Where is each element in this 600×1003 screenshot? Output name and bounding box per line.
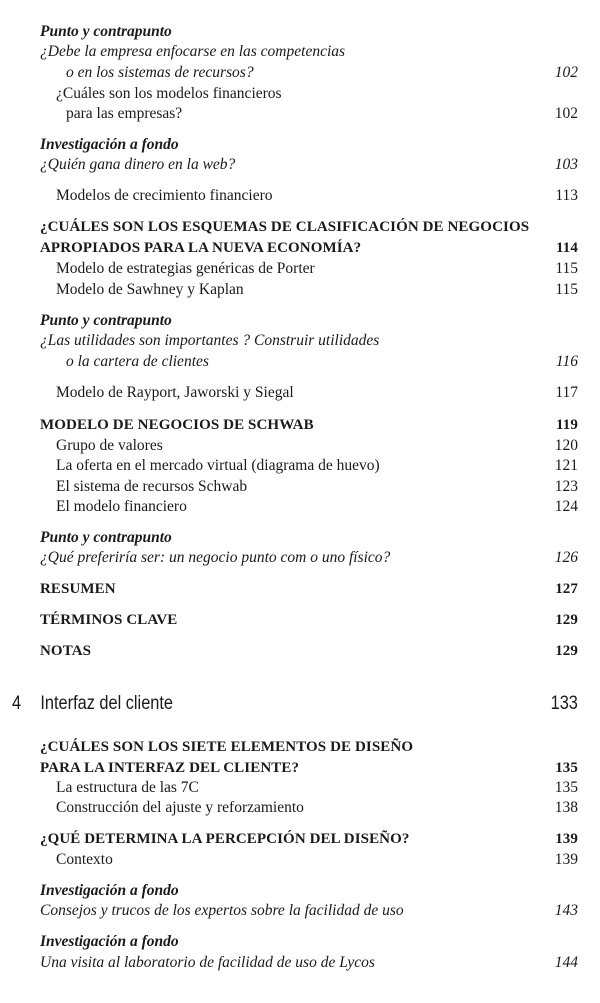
toc-entry-text: ¿Quién gana dinero en la web?: [40, 156, 236, 173]
toc-page-number: 144: [554, 954, 578, 971]
toc-entry-text: o en los sistemas de recursos?: [66, 64, 254, 81]
toc-entry-text: Modelo de estrategias genéricas de Porter: [56, 260, 315, 277]
chapter-number: 4: [12, 693, 22, 714]
toc-page-number: 102: [554, 105, 578, 122]
toc-page-number: 115: [555, 260, 578, 277]
toc-entry-text: ¿Cuáles son los modelos financieros: [56, 85, 282, 102]
feature-label-text: Punto y contrapunto: [40, 312, 172, 329]
toc-page-number: 113: [555, 187, 578, 204]
feature-label: [40, 311, 578, 331]
toc-entry-text: Construcción del ajuste y reforzamiento: [56, 799, 304, 816]
toc-entry: [56, 280, 578, 300]
toc-page-number: 102: [554, 64, 578, 81]
feature-label: [40, 881, 578, 901]
toc-entry: [56, 798, 578, 818]
feature-label-text: Investigación a fondo: [40, 136, 179, 153]
toc-page-number: 135: [555, 760, 578, 776]
toc-page-number: 121: [554, 457, 578, 474]
toc-entry-text: ¿Qué preferiría ser: un negocio punto com o uno físico?: [40, 549, 391, 566]
toc-entry-text: ¿Las utilidades son importantes ? Construir utilidades: [40, 332, 380, 349]
toc-entry: [56, 383, 578, 403]
toc-entry: [66, 104, 578, 124]
toc-page-number: 114: [556, 240, 578, 256]
section-heading: [40, 217, 578, 237]
section-heading: [40, 415, 578, 435]
feature-label: [40, 22, 578, 42]
toc-entry-text: ¿Debe la empresa enfocarse en las competencias: [40, 43, 346, 60]
toc-entry-text: La estructura de las 7C: [56, 779, 199, 796]
toc-entry: [56, 497, 578, 517]
toc-entry-text: Modelo de Sawhney y Kaplan: [56, 281, 244, 298]
toc-entry: [40, 901, 578, 921]
toc-page-number: 139: [554, 851, 578, 868]
toc-entry: [56, 259, 578, 279]
toc-page-number: 143: [554, 902, 578, 919]
toc-page-number: 135: [554, 779, 578, 796]
feature-label: [40, 528, 578, 548]
section-heading-text: ¿CUÁLES SON LOS ESQUEMAS DE CLASIFICACIÓN DE NEGOCIOS: [40, 219, 530, 235]
toc-page-number: 129: [555, 612, 578, 628]
toc-entry-text: para las empresas?: [66, 105, 183, 122]
section-heading-text: MODELO DE NEGOCIOS DE SCHWAB: [40, 417, 314, 433]
toc-page-number: 103: [554, 156, 578, 173]
feature-label: [40, 932, 578, 952]
toc-entry: [56, 186, 578, 206]
toc-entry-text: El modelo financiero: [56, 498, 187, 515]
feature-label-text: Punto y contrapunto: [40, 23, 172, 40]
toc-entry: [66, 63, 578, 83]
toc-page-number: 138: [554, 799, 578, 816]
toc-entry-text: Una visita al laboratorio de facilidad de uso de Lycos: [40, 954, 375, 971]
toc-entry: [56, 778, 578, 798]
section-heading: [40, 829, 578, 849]
toc-page-number: 116: [555, 353, 578, 370]
section-heading-text: APROPIADOS PARA LA NUEVA ECONOMÍA?: [40, 240, 362, 256]
toc-page-number: 119: [556, 417, 578, 433]
toc-entry: [40, 953, 578, 973]
chapter-title: Interfaz del cliente: [40, 693, 173, 714]
section-heading-text: RESUMEN: [40, 581, 116, 597]
toc-page-number: 127: [555, 581, 578, 597]
toc-entry-text: Contexto: [56, 851, 113, 868]
toc-entry: [40, 548, 578, 568]
section-heading-text: PARA LA INTERFAZ DEL CLIENTE?: [40, 760, 300, 776]
section-heading: [40, 758, 578, 778]
section-heading: [40, 610, 578, 630]
toc-entry: [56, 850, 578, 870]
toc-page-number: 123: [554, 478, 578, 495]
feature-label-text: Investigación a fondo: [40, 933, 179, 950]
toc-page-number: 129: [555, 643, 578, 659]
toc-entry: [56, 477, 578, 497]
toc-entry-text: Consejos y trucos de los expertos sobre la facilidad de uso: [40, 902, 404, 919]
section-heading: [40, 238, 578, 258]
toc-page-number: 124: [554, 498, 578, 515]
toc-entry: [40, 155, 578, 175]
toc-page-number: 117: [555, 384, 578, 401]
toc-page-number: 139: [555, 831, 578, 847]
feature-label: [40, 135, 578, 155]
section-heading: [40, 641, 578, 661]
toc-entry-text: La oferta en el mercado virtual (diagrama de huevo): [56, 457, 380, 474]
toc-entry: [56, 436, 578, 456]
chapter-page-number: 133: [550, 693, 578, 714]
chapter-heading: [12, 691, 578, 717]
toc-entry: [56, 456, 578, 476]
toc-entry-text: o la cartera de clientes: [66, 353, 209, 370]
toc-entry: [56, 84, 578, 104]
feature-label-text: Punto y contrapunto: [40, 529, 172, 546]
section-heading: [40, 579, 578, 599]
section-heading-text: ¿CUÁLES SON LOS SIETE ELEMENTOS DE DISEÑO: [40, 739, 414, 755]
section-heading-text: NOTAS: [40, 643, 92, 659]
toc-entry: [40, 331, 578, 351]
toc-entry-text: El sistema de recursos Schwab: [56, 478, 248, 495]
toc-entry: [40, 42, 578, 62]
toc-page-number: 115: [555, 281, 578, 298]
toc-entry-text: Modelo de Rayport, Jaworski y Siegal: [56, 384, 294, 401]
section-heading-text: ¿QUÉ DETERMINA LA PERCEPCIÓN DEL DISEÑO?: [40, 831, 410, 847]
toc-entry: [66, 352, 578, 372]
toc-entry-text: Grupo de valores: [56, 437, 163, 454]
feature-label-text: Investigación a fondo: [40, 882, 179, 899]
toc-page-number: 120: [554, 437, 578, 454]
toc-entry-text: Modelos de crecimiento financiero: [56, 187, 273, 204]
toc-page-number: 126: [554, 549, 578, 566]
section-heading: [40, 737, 578, 757]
section-heading-text: TÉRMINOS CLAVE: [40, 612, 178, 628]
